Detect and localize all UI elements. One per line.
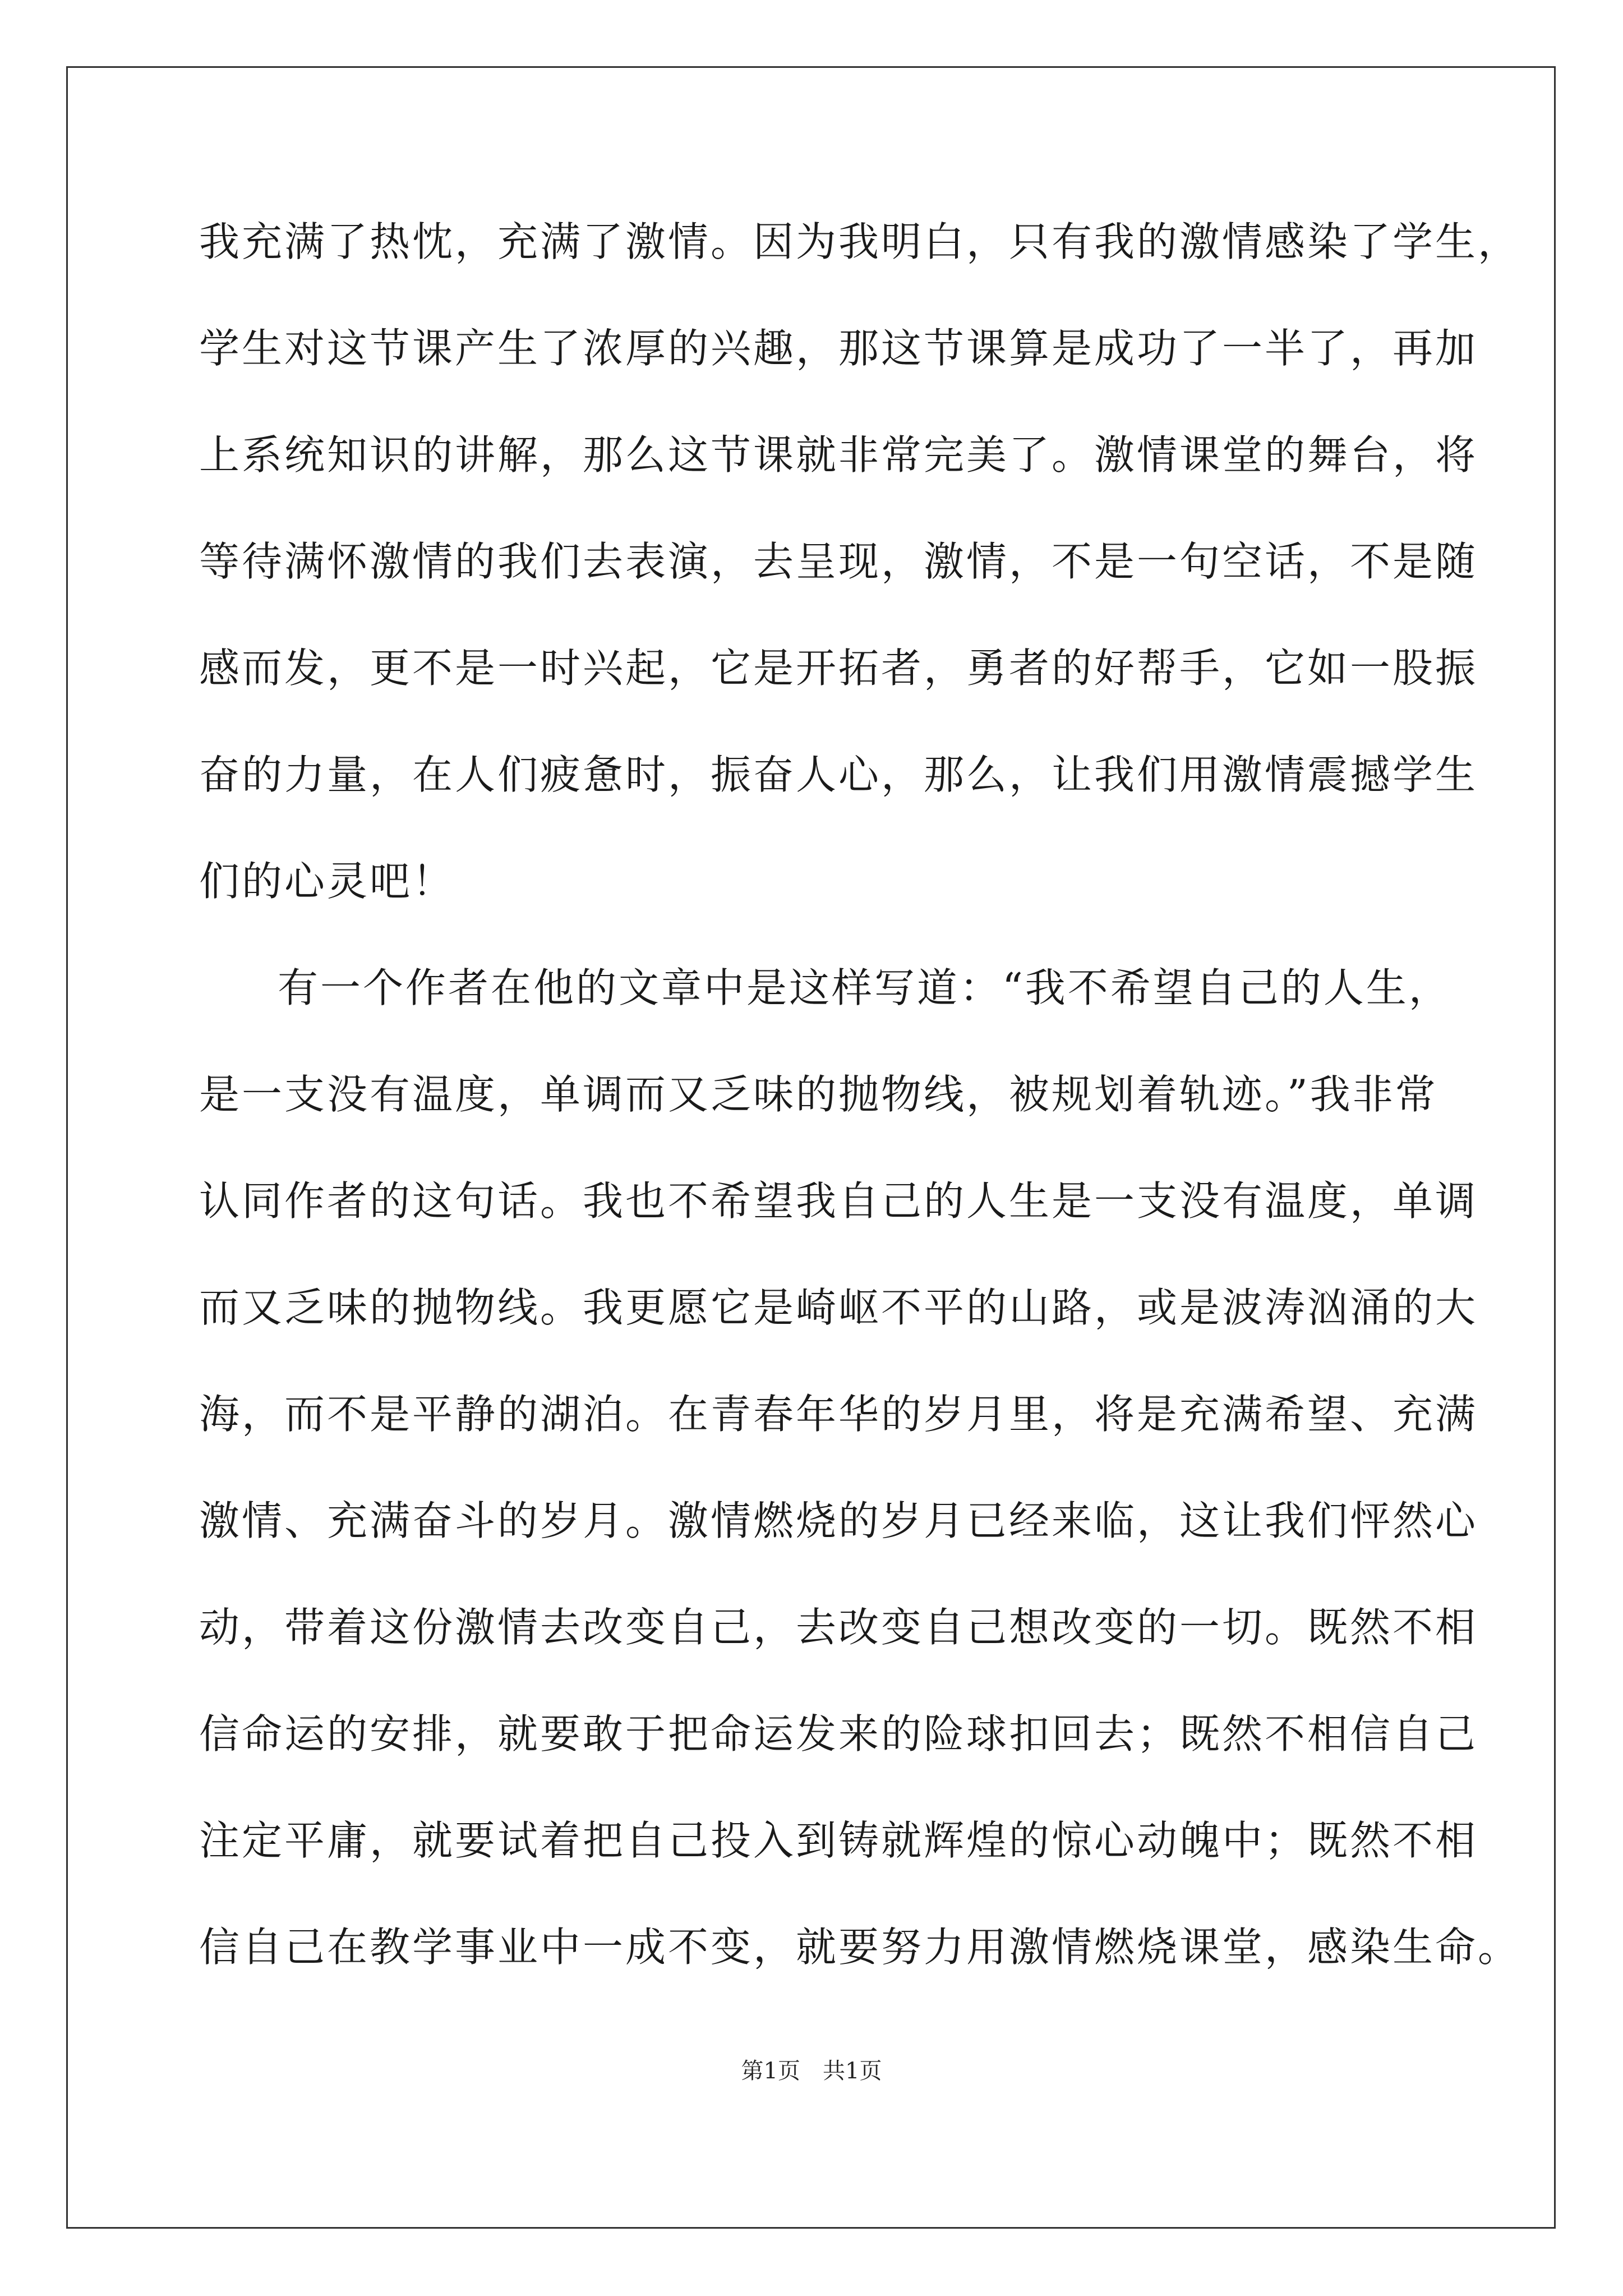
text-line: 动，带着这份激情去改变自己，去改变自己想改变的一切。既然不相 [199, 1604, 1478, 1651]
text-line: 等待满怀激情的我们去表演，去呈现，激情，不是一句空话，不是随 [199, 538, 1478, 585]
document-body [199, 218, 1521, 2033]
text-line: 认同作者的这句话。我也不希望我自己的人生是一支没有温度，单调 [199, 1177, 1478, 1225]
paragraph-start-line: 有一个作者在他的文章中是这样写道：“我不希望自己的人生， [278, 964, 1451, 1011]
page-number: 第1页 [741, 2058, 800, 2084]
text-line: 信命运的安排，就要敢于把命运发来的险球扣回去；既然不相信自己 [199, 1710, 1478, 1757]
text-line: 奋的力量，在人们疲惫时，振奋人心，那么，让我们用激情震撼学生 [199, 751, 1478, 798]
page-total: 共1页 [823, 2058, 882, 2084]
text-line: 我充满了热忱，充满了激情。因为我明白，只有我的激情感染了学生， [199, 218, 1521, 265]
text-line: 注定平庸，就要试着把自己投入到铸就辉煌的惊心动魄中；既然不相 [199, 1817, 1478, 1864]
text-line: 上系统知识的讲解，那么这节课就非常完美了。激情课堂的舞台，将 [199, 431, 1478, 478]
text-line: 激情、充满奋斗的岁月。激情燃烧的岁月已经来临，这让我们怦然心 [199, 1497, 1478, 1544]
text-line: 海，而不是平静的湖泊。在青春年华的岁月里，将是充满希望、充满 [199, 1391, 1478, 1438]
text-line: 感而发，更不是一时兴起，它是开拓者，勇者的好帮手，它如一股振 [199, 645, 1478, 692]
text-line: 信自己在教学事业中一成不变，就要努力用激情燃烧课堂，感染生命。 [199, 1924, 1521, 1971]
text-line: 而又乏味的抛物线。我更愿它是崎岖不平的山路，或是波涛汹涌的大 [199, 1284, 1478, 1331]
page-footer [0, 2053, 1623, 2085]
text-line: 是一支没有温度，单调而又乏味的抛物线，被规划着轨迹。”我非常 [199, 1071, 1438, 1118]
text-line: 学生对这节课产生了浓厚的兴趣，那这节课算是成功了一半了，再加 [199, 325, 1478, 372]
text-line: 们的心灵吧！ [199, 858, 455, 905]
